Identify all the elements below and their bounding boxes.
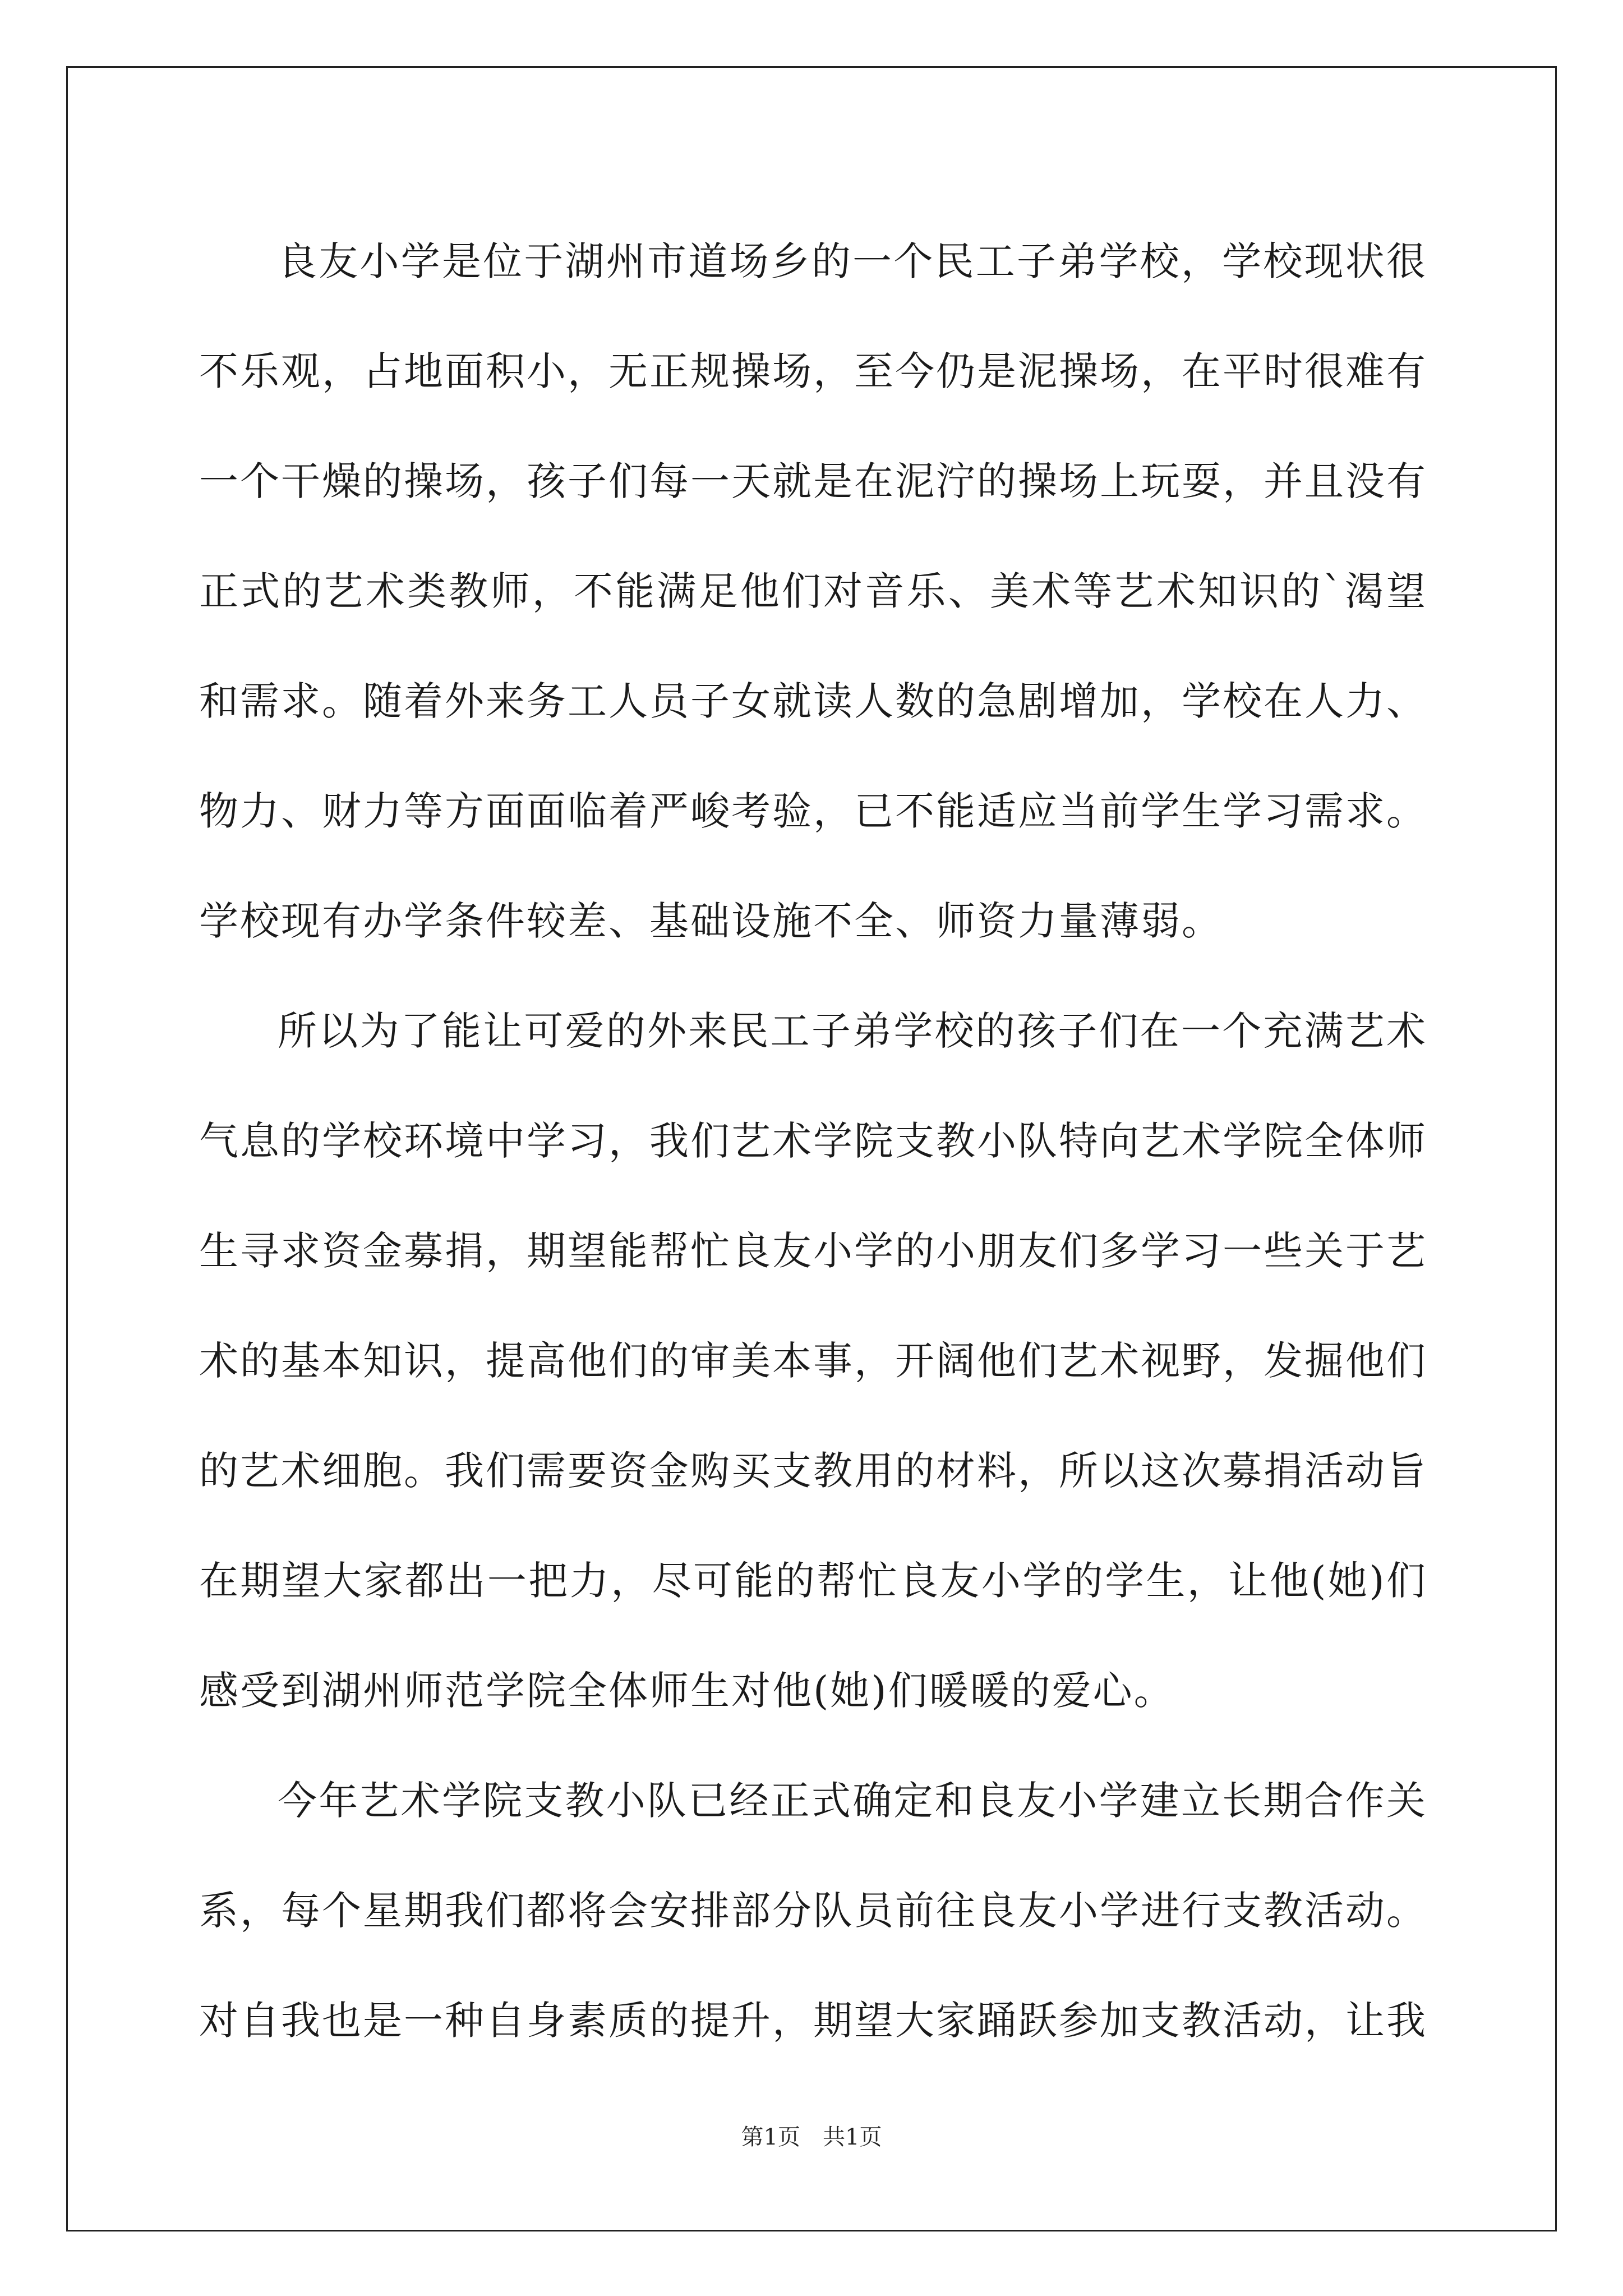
paragraph-3: 今年艺术学院支教小队已经正式确定和良友小学建立长期合作关系，每个星期我们都将会安排部分队员前往良友小学进行支教活动。对自我也是一种自身素质的提升，期望大家踊跃参加支教活动，让我	[199, 1778, 1427, 2044]
page-total: 共1页	[823, 2124, 882, 2150]
page-number: 第1页	[741, 2124, 800, 2150]
page-footer	[0, 2120, 1623, 2154]
paragraph-1: 良友小学是位于湖州市道场乡的一个民工子弟学校，学校现状很不乐观，占地面积小，无正规操场，至今仍是泥操场，在平时很难有一个干燥的操场，孩子们每一天就是在泥泞的操场上玩耍，并且没有正式的艺术类教师，不能满足他们对音乐、美术等艺术知识的`渴望和需求。随着外来务工人员子女就读人数的急剧增加，学校在人力、物力、财力等方面面临着严峻考验，已不能适应当前学生学习需求。学校现有办学条件较差、基础设施不全、师资力量薄弱。	[199, 238, 1427, 944]
paragraph-2: 所以为了能让可爱的外来民工子弟学校的孩子们在一个充满艺术气息的学校环境中学习，我们艺术学院支教小队特向艺术学院全体师生寻求资金募捐，期望能帮忙良友小学的小朋友们多学习一些关于艺术的基本知识，提高他们的审美本事，开阔他们艺术视野，发掘他们的艺术细胞。我们需要资金购买支教用的材料，所以这次募捐活动旨在期望大家都出一把力，尽可能的帮忙良友小学的学生，让他(她)们感受到湖州师范学院全体师生对他(她)们暖暖的爱心。	[199, 1008, 1427, 1714]
document-body	[199, 206, 1427, 2076]
